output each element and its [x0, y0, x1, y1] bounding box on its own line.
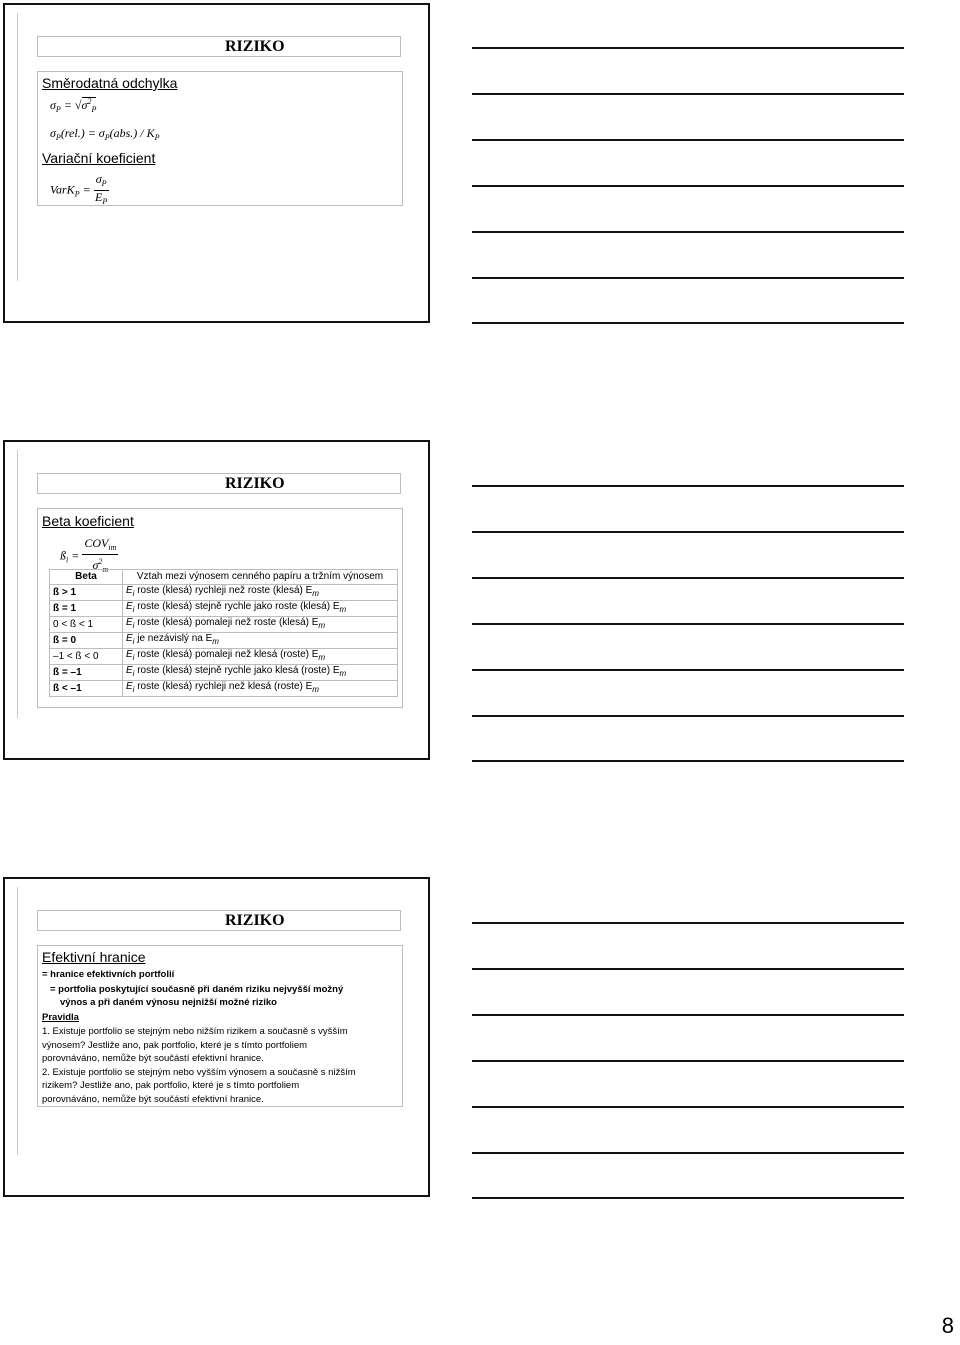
slide-content: [37, 71, 403, 206]
slide-title: RIZIKO: [225, 912, 285, 929]
note-line: [472, 47, 904, 49]
beta-cell: 0 < ß < 1: [50, 617, 123, 633]
slide-title-box: [37, 473, 401, 494]
rule-line: rizikem? Jestliže ano, pak portfolio, které je s tímto portfoliem: [42, 1080, 300, 1091]
note-line: [472, 1106, 904, 1108]
relation-cell: $E_i$ roste (klesá) stejně rychle jako roste (klesá) $E_m$: [123, 601, 398, 617]
relation-cell: $E_i$ je nezávislý na $E_m$: [123, 633, 398, 649]
heading-variation-coef: Variační koeficient: [42, 150, 156, 166]
formula-variation-coef: VarK$_P$ = $\frac{\sigma_P}{E_P}$: [50, 172, 108, 206]
note-line: [472, 1060, 904, 1062]
heading-beta: Beta koeficient: [42, 513, 134, 529]
rule-line: 2. Existuje portfolio se stejným nebo vyšším výnosem a současně s nižším: [42, 1067, 356, 1078]
beta-cell: ß = 0: [50, 633, 123, 649]
beta-cell: ß = 1: [50, 601, 123, 617]
note-line: [472, 231, 904, 233]
rule-line: porovnáváno, nemůže být součástí efektivní hranice.: [42, 1053, 264, 1064]
relation-cell: $E_i$ roste (klesá) rychleji než klesá (roste) $E_m$: [123, 681, 398, 697]
slide-guide-line: [17, 887, 18, 1155]
note-line: [472, 760, 904, 762]
table-row: [50, 681, 398, 697]
note-line: [472, 185, 904, 187]
beta-cell: ß = –1: [50, 665, 123, 681]
slide-title-box: [37, 36, 401, 57]
rule-line: porovnáváno, nemůže být součástí efektivní hranice.: [42, 1094, 264, 1105]
slide-1: [3, 3, 430, 323]
header-relation: Vztah mezi výnosem cenného papíru a tržním výnosem: [123, 570, 398, 585]
note-line: [472, 1152, 904, 1154]
formula-std-deviation: $\sigma_P = √\sigma^2_P$: [50, 97, 97, 114]
relation-cell: $E_i$ roste (klesá) pomaleji než roste (klesá) $E_m$: [123, 617, 398, 633]
formula-relative-std: $\sigma_P(rel.) = \sigma_P(abs.) / K_P$: [50, 126, 160, 142]
note-line: [472, 93, 904, 95]
table-row: [50, 649, 398, 665]
note-line: [472, 922, 904, 924]
rule-line: výnosem? Jestliže ano, pak portfolio, které je s tímto portfoliem: [42, 1040, 308, 1051]
note-line: [472, 669, 904, 671]
relation-cell: $E_i$ roste (klesá) pomaleji než klesá (roste) $E_m$: [123, 649, 398, 665]
slide-title: RIZIKO: [225, 475, 285, 492]
note-line: [472, 139, 904, 141]
beta-cell: ß > 1: [50, 585, 123, 601]
definition-line: = hranice efektivních portfolií: [42, 969, 175, 980]
beta-cell: –1 < ß < 0: [50, 649, 123, 665]
heading-efficient-frontier: Efektivní hranice: [42, 949, 146, 965]
relation-cell: $E_i$ roste (klesá) rychleji než roste (klesá) $E_m$: [123, 585, 398, 601]
note-line: [472, 531, 904, 533]
table-row: [50, 585, 398, 601]
note-line: [472, 623, 904, 625]
header-beta: Beta: [50, 570, 123, 585]
table-header-row: [50, 570, 398, 585]
definition-line: výnos a při daném výnosu nejnižší možné riziko: [60, 997, 277, 1008]
slide-content: [37, 508, 403, 708]
table-row: [50, 633, 398, 649]
page-number: 8: [941, 1313, 954, 1338]
note-line: [472, 322, 904, 324]
note-line: [472, 968, 904, 970]
slide-content: [37, 945, 403, 1107]
note-line: [472, 1014, 904, 1016]
slide-guide-line: [17, 450, 18, 718]
table-row: [50, 601, 398, 617]
formula-beta: $ß_i$ = $\frac{COV_{im}}{\sigma^2_m}$: [60, 536, 117, 574]
note-line: [472, 277, 904, 279]
beta-cell: ß < –1: [50, 681, 123, 697]
heading-std-deviation: Směrodatná odchylka: [42, 75, 178, 91]
table-row: [50, 665, 398, 681]
note-line: [472, 577, 904, 579]
rules-heading: Pravidla: [42, 1012, 79, 1023]
table-row: [50, 617, 398, 633]
note-line: [472, 485, 904, 487]
slide-guide-line: [17, 13, 18, 281]
slide-title: RIZIKO: [225, 38, 285, 55]
beta-table: [49, 569, 398, 697]
slide-3: [3, 877, 430, 1197]
slide-title-box: [37, 910, 401, 931]
note-line: [472, 1197, 904, 1199]
rule-line: 1. Existuje portfolio se stejným nebo nižším rizikem a současně s vyšším: [42, 1026, 348, 1037]
definition-line: = portfolia poskytující současně při daném riziku nejvyšší možný: [50, 984, 344, 995]
note-line: [472, 715, 904, 717]
slide-2: [3, 440, 430, 760]
relation-cell: $E_i$ roste (klesá) stejně rychle jako klesá (roste) $E_m$: [123, 665, 398, 681]
